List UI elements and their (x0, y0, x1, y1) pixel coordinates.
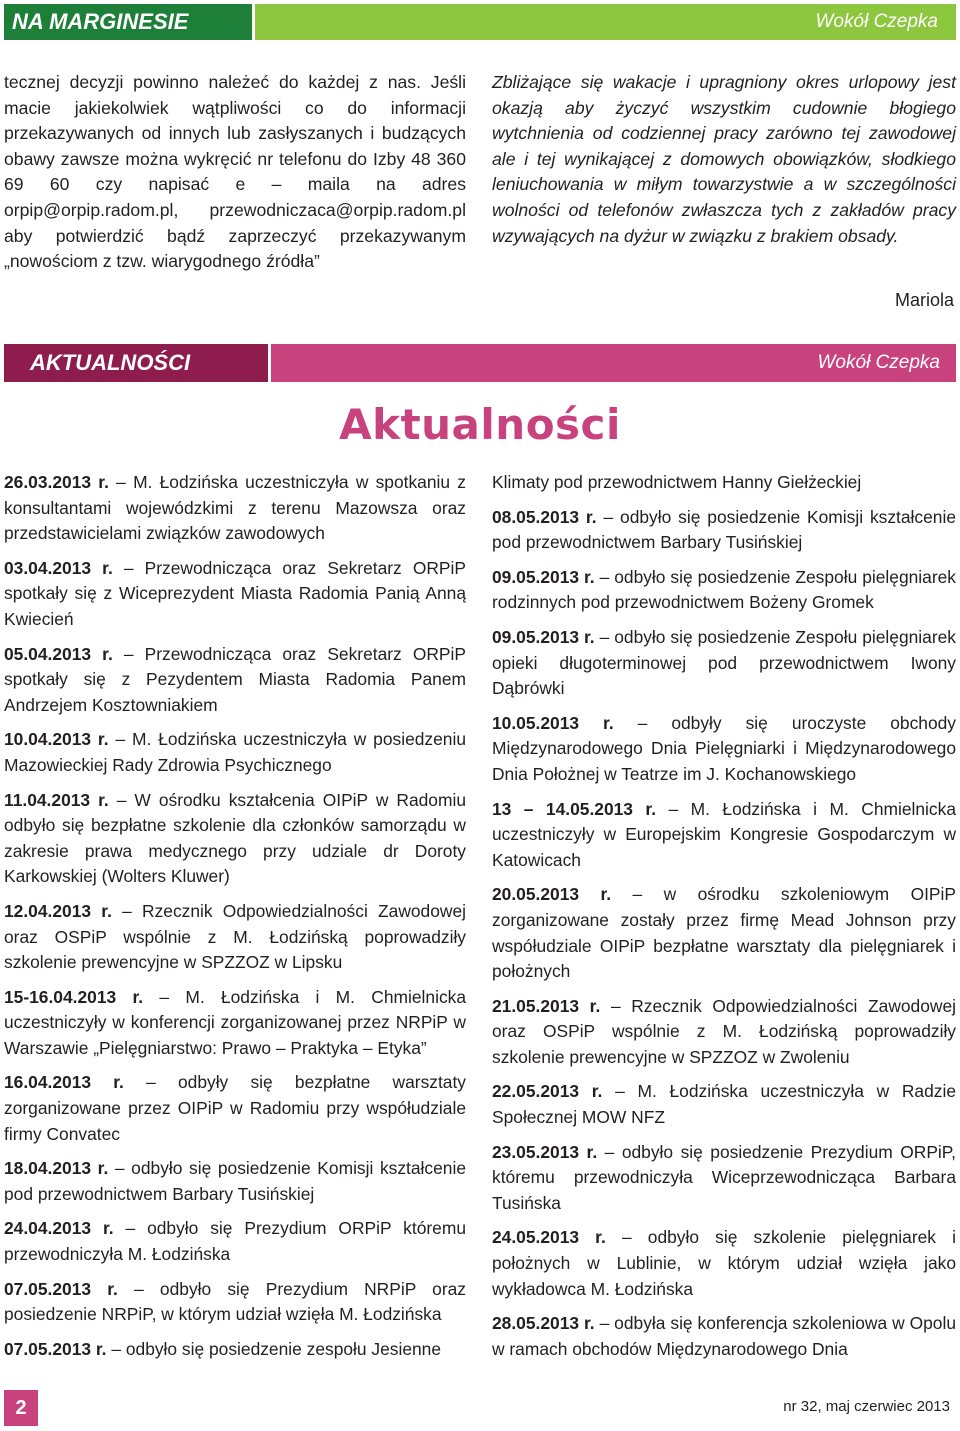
entry-date: 23.05.2013 r. (492, 1141, 598, 1162)
entry-text: – odbyło się posiedzenie Komisji kształcenie pod przewodnictwem Barbary Tusińskiej (4, 1158, 466, 1204)
entry-date: 10.05.2013 r. (492, 712, 614, 733)
news-entry (492, 1225, 956, 1302)
section-title: Aktualności (339, 400, 621, 449)
entry-text: – W ośrodku kształcenia OIPiP w Radomiu odbyło się bezpłatne szkolenie dla członków samorządu w zakresie prawa medycznego przy udziale dr Doroty Karkowskiej (Wolters Kluwer) (4, 789, 466, 887)
news-entry (492, 994, 956, 1071)
news-entry (4, 1337, 466, 1363)
entry-date: 16.04.2013 r. (4, 1072, 124, 1093)
entry-date: 03.04.2013 r. (4, 557, 113, 578)
news-entry (4, 556, 466, 633)
magazine-title: Wokół Czepka (815, 11, 938, 32)
news-column-right (492, 470, 956, 1371)
entry-date: 18.04.2013 r. (4, 1158, 109, 1179)
entry-text: – odbyło się posiedzenie Komisji kształcenie pod przewodnictwem Barbary Tusińskiej (492, 506, 956, 553)
news-entry (4, 985, 466, 1062)
news-entry (492, 1079, 956, 1130)
entry-text: – M. Łodzińska uczestniczyła w spotkaniu z konsultantami wojewódzkimi z terenu Mazowsza oraz przedstawicielami związków zawodowych (4, 472, 466, 544)
entry-date: 21.05.2013 r. (492, 995, 601, 1016)
page-number: 2 (4, 1390, 38, 1426)
news-entry (492, 1140, 956, 1217)
entry-text: – Rzecznik Odpowiedzialności Zawodowej oraz OSPiP wspólnie z M. Łodzińską poprowadziły szkolenie prewencyjne w SPZZOZ w Lipsku (4, 900, 466, 973)
magazine-title-2: Wokół Czepka (817, 352, 940, 373)
intro-left-paragraph: tecznej decyzji powinno należeć do każdej z nas. Jeśli macie jakiekolwiek wątpliwości co do informacji przekazywanych od innych lub zasłyszanych i budzących obawy zawsze można wykręcić nr telefonu do Izby 48 360 69 60 czy napisać e – maila na adres orpip@orpip.radom.pl, przewodniczaca@orpip.radom.pl aby potwierdzić bądź zaprzeczyć przekazywanym „nowościom z tzw. wiarygodnego źródła” (4, 72, 466, 272)
news-entry (492, 711, 956, 788)
entry-text: – Przewodnicząca oraz Sekretarz ORPiP spotkały się z Pezydentem Miasta Radomia Panem Andrzejem Kosztowniakiem (4, 643, 466, 715)
news-entry (4, 642, 466, 719)
entry-text: – odbyło się posiedzenie zespołu Jesienne (106, 1338, 442, 1359)
news-entry (4, 1156, 466, 1207)
entry-text: – M. Łodzińska uczestniczyła w Radzie Społecznej MOW NFZ (492, 1081, 957, 1128)
entry-date: 26.03.2013 r. (4, 472, 109, 492)
section-label-na-marginesie: NA MARGINESIE (4, 4, 255, 40)
entry-date: 13 – 14.05.2013 r. (492, 798, 657, 819)
entry-text: – odbyło się szkolenie pielęgniarek i położnych w Lublinie, w którym udział wzięła jako wykładowca M. Łodzińska (492, 1227, 956, 1299)
entry-text: – odbyło się Prezydium ORPiP któremu przewodniczyła M. Łodzińska (4, 1218, 466, 1265)
entry-date: 24.05.2013 r. (492, 1227, 606, 1248)
entry-date: 09.05.2013 r. (492, 566, 595, 587)
news-entry (4, 899, 466, 976)
entry-text: – odbyło się posiedzenie Prezydium ORPiP, któremu przewodniczyła Wiceprzewodnicząca Barbara Tusińska (492, 1141, 956, 1213)
news-column-left (4, 470, 466, 1371)
entry-text: – odbyło się posiedzenie Zespołu pielęgniarek opieki długoterminowej pod przewodnictwem Iwony Dąbrówki (492, 626, 956, 699)
entry-text: – Przewodnicząca oraz Sekretarz ORPiP spotkały się z Wiceprezydent Miasta Radomia Panią Anną Kwiecień (4, 557, 466, 629)
section-label-aktualnosci: AKTUALNOŚCI (4, 344, 271, 382)
entry-date: 07.05.2013 r. (4, 1278, 118, 1299)
entry-date: 07.05.2013 r. (4, 1338, 107, 1359)
issue-info: nr 32, maj czerwiec 2013 (783, 1398, 950, 1415)
news-entry (492, 1311, 956, 1362)
news-entry (492, 565, 956, 616)
signature: Mariola (894, 290, 954, 310)
entry-date: 20.05.2013 r. (492, 884, 612, 905)
entry-date: 24.04.2013 r. (4, 1218, 114, 1239)
entry-date: 10.04.2013 r. (4, 729, 109, 750)
entry-text: – odbyły się uroczyste obchody Międzynarodowego Dnia Pielęgniarki i Międzynarodowego Dnia Położnej w Teatrze im J. Kochanowskiego (492, 712, 956, 784)
entry-date: 22.05.2013 r. (492, 1081, 603, 1102)
entry-text: – odbyło się Prezydium NRPiP oraz posiedzenie NRPiP, w którym udział wzięła M. Łodzińska (4, 1278, 467, 1325)
entry-text: – w ośrodku szkoleniowym OIPiP zorganizowane zostały przez firmę Mead Johnson przy współudziale OIPiP bezpłatne warsztaty dla pielęgniarek i położnych (492, 884, 956, 982)
news-entry-continuation: Klimaty pod przewodnictwem Hanny Giełżeckiej (492, 472, 862, 492)
entry-text: – M. Łodzińska i M. Chmielnicka uczestniczyły w konferencji zorganizowanej przez NRPiP w Warszawie „Pielęgniarstwo: Prawo – Praktyka – Etyka” (4, 986, 466, 1058)
entry-date: 09.05.2013 r. (492, 626, 595, 647)
entry-text: – M. Łodzińska uczestniczyła w posiedzeniu Mazowieckiej Rady Zdrowia Psychicznego (4, 729, 466, 775)
entry-text: – odbyły się bezpłatne warsztaty zorganizowane przez OIPiP w Radomiu przy współudziale firmy Convatec (4, 1072, 466, 1144)
news-entry (4, 727, 466, 778)
news-entry (4, 470, 466, 547)
entry-text: – odbyła się konferencja szkoleniowa w Opolu w ramach obchodów Międzynarodowego Dnia (492, 1313, 956, 1359)
entry-date: 11.04.2013 r. (4, 789, 109, 810)
news-entry (492, 505, 956, 556)
entry-date: 08.05.2013 r. (492, 506, 597, 527)
top-section-band (4, 4, 956, 40)
entry-date: 12.04.2013 r. (4, 900, 112, 921)
news-entry (4, 1070, 466, 1147)
news-entry (4, 788, 466, 890)
entry-text: – odbyło się posiedzenie Zespołu pielęgniarek rodzinnych pod przewodnictwem Bożeny Gromek (492, 566, 956, 613)
entry-date: 15-16.04.2013 r. (4, 986, 144, 1007)
news-section-band (4, 344, 956, 382)
news-entry (492, 625, 956, 702)
entry-date: 28.05.2013 r. (492, 1313, 595, 1334)
news-entry (4, 1216, 466, 1267)
entry-text: – Rzecznik Odpowiedzialności Zawodowej oraz OSPiP wspólnie z M. Łodzińską poprowadziły szkolenie prewencyjne w SPZZOZ w Zwoleniu (492, 995, 956, 1067)
entry-date: 05.04.2013 r. (4, 643, 113, 664)
intro-right-paragraph: Zbliżające się wakacje i upragniony okres urlopowy jest okazją aby życzyć wszystkim cudownie błogiego wytchnienia od codziennej pracy zarówno tej zawodowej ale i tej wynikającej z domowych obowiązków, słodkiego leniuchowania w miłym towarzystwie a w szczególności wolności od telefonów zwłaszcza tych z zakładów pracy wzywających na dyżur w związku z brakiem obsady. (492, 72, 956, 246)
entry-text: – M. Łodzińska i M. Chmielnicka uczestniczyły w Europejskim Kongresie Gospodarczym w Katowicach (492, 798, 956, 870)
news-entry (492, 797, 956, 874)
news-entry (492, 882, 956, 984)
news-entry (4, 1277, 466, 1328)
